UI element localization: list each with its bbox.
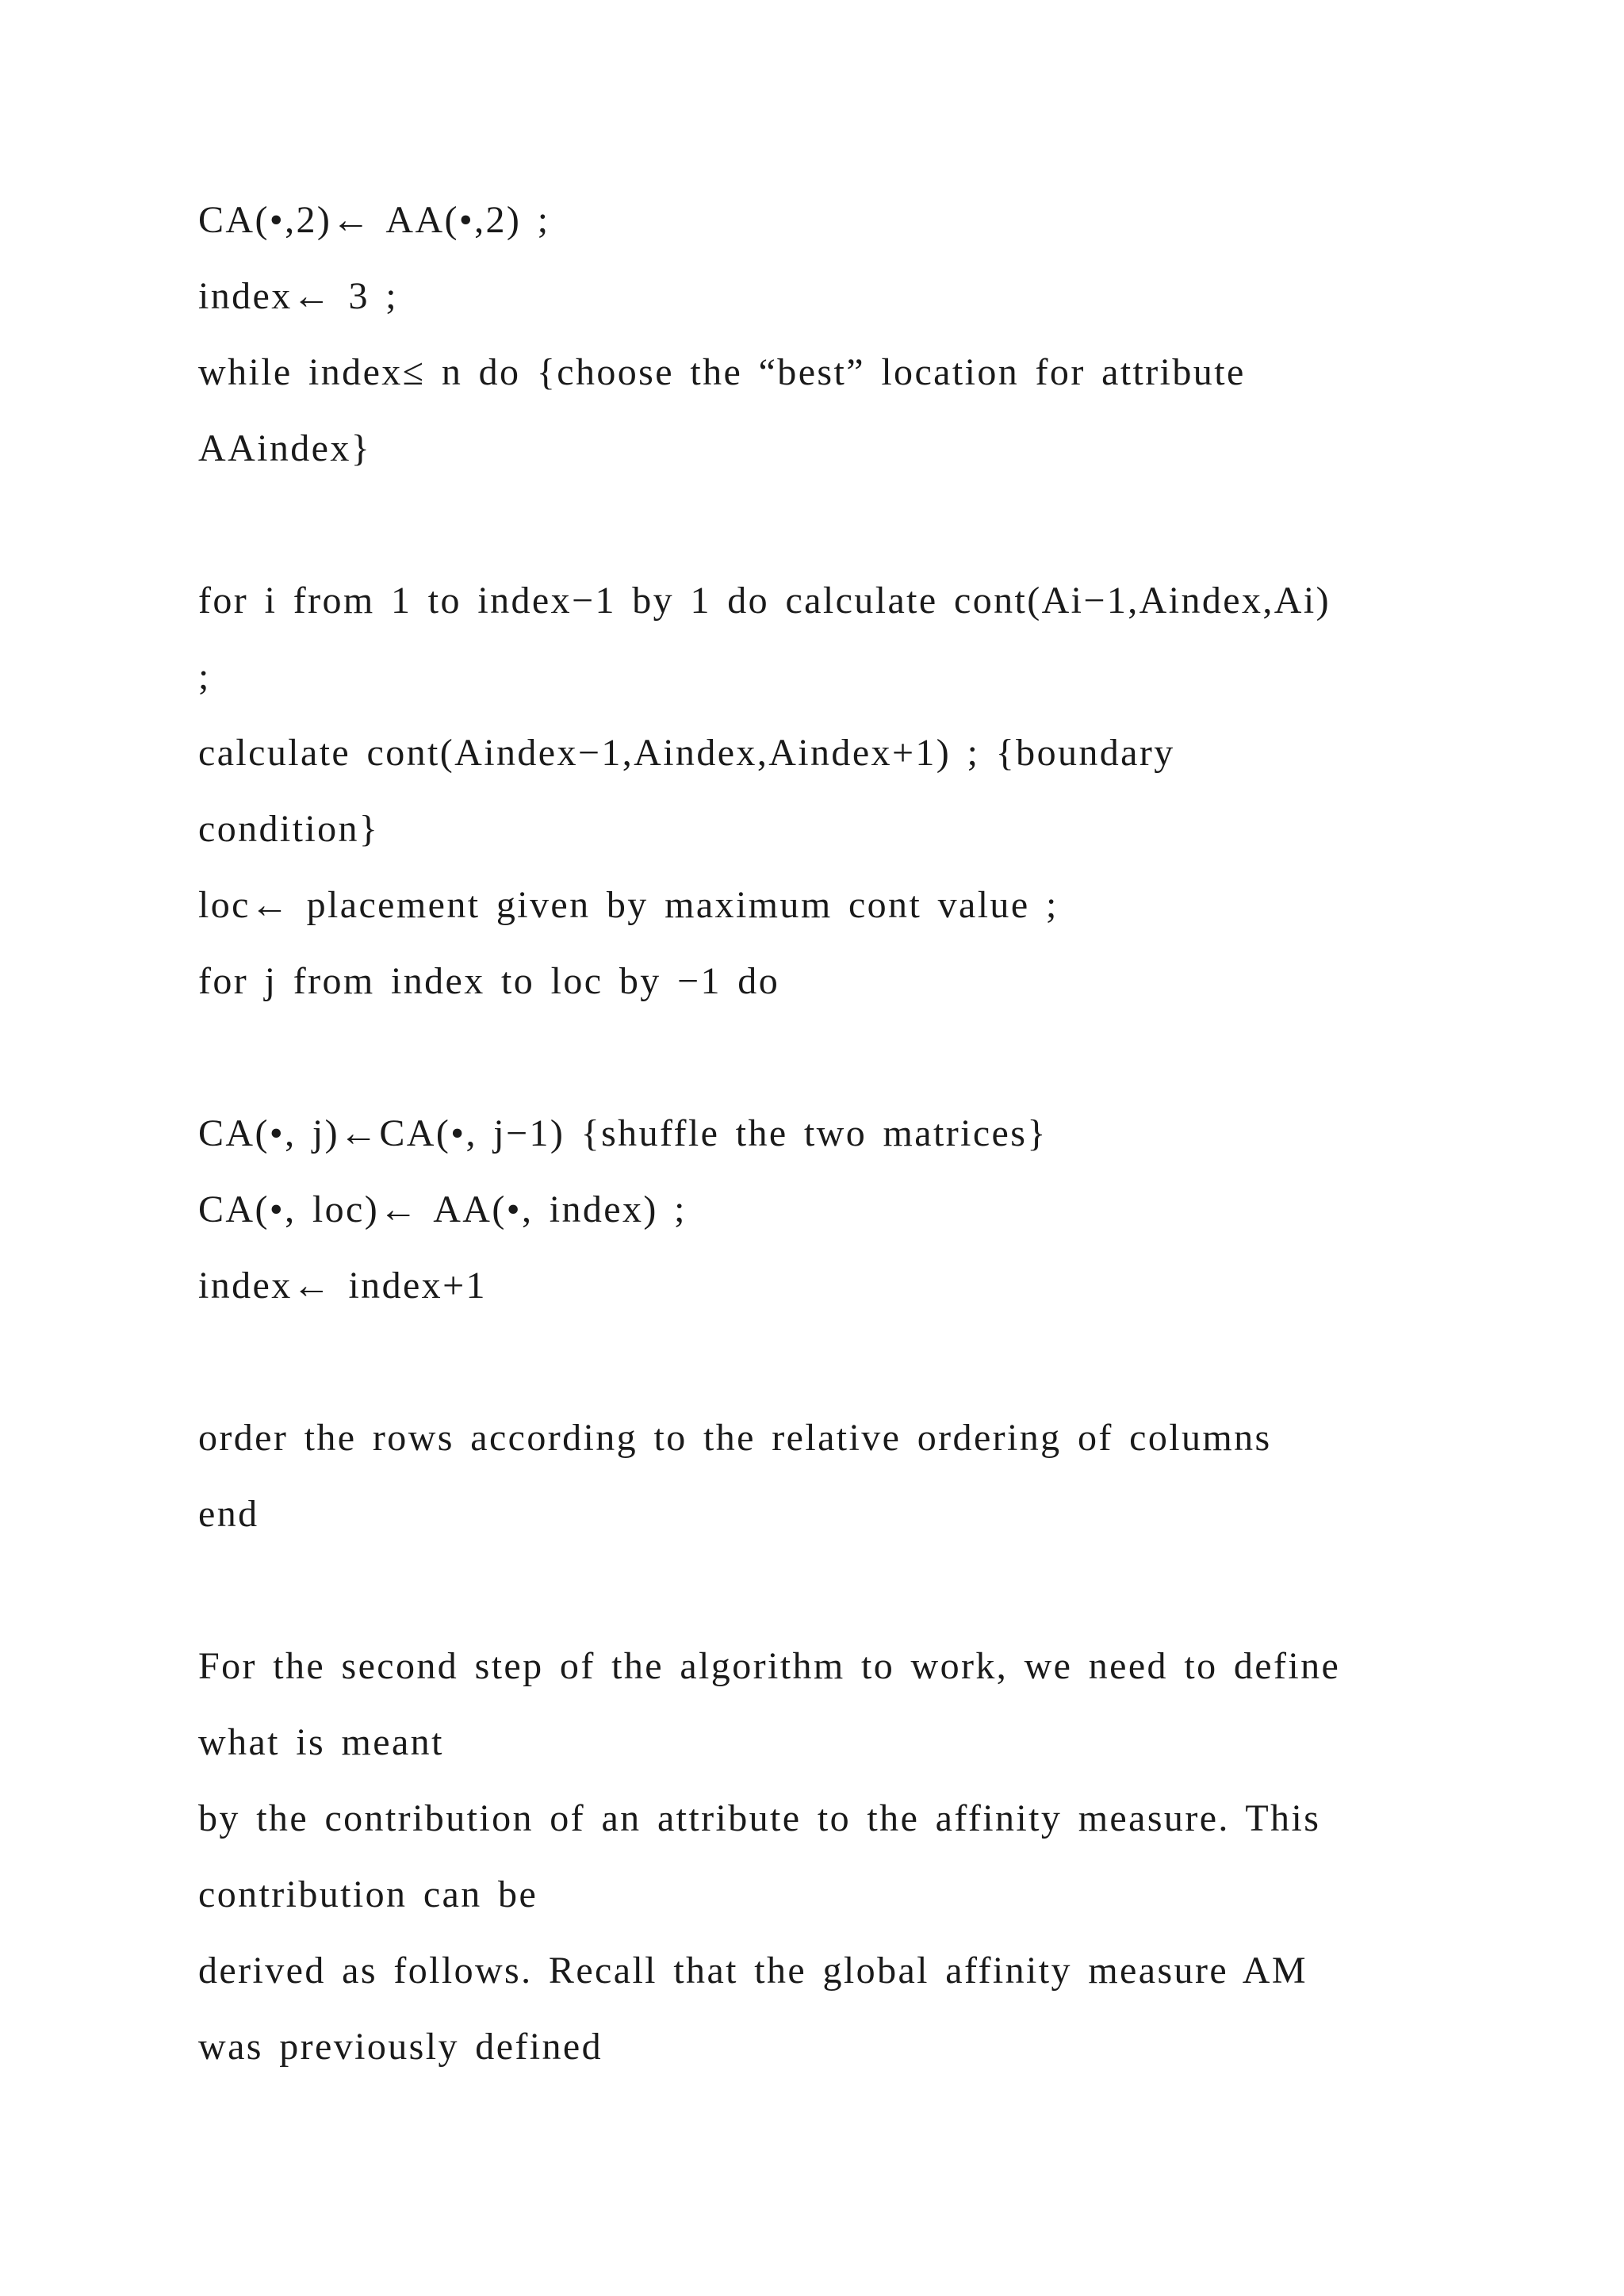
- text-line: contribution can be: [198, 1873, 538, 1915]
- text-line: For the second step of the algorithm to work, we need to define: [198, 1645, 1341, 1687]
- blank-line: [198, 1324, 1499, 1400]
- text-line: index← 3 ;: [198, 275, 398, 317]
- blank-line: [198, 1552, 1499, 1628]
- text-line: derived as follows. Recall that the global affinity measure AM: [198, 1950, 1308, 1992]
- blank-line: [198, 1020, 1499, 1096]
- text-line: CA(•,2)← AA(•,2) ;: [198, 199, 550, 241]
- text-line: ;: [198, 656, 211, 698]
- text-line: end: [198, 1493, 259, 1535]
- text-line: index← index+1: [198, 1265, 487, 1307]
- text-line: what is meant: [198, 1721, 444, 1763]
- text-line: CA(•, j)←CA(•, j−1) {shuffle the two matrices}: [198, 1112, 1048, 1154]
- text-line: by the contribution of an attribute to the affinity measure. This: [198, 1797, 1321, 1839]
- text-line: while index≤ n do {choose the “best” location for attribute: [198, 351, 1246, 393]
- text-line: order the rows according to the relative ordering of columns: [198, 1417, 1272, 1459]
- blank-line: [198, 487, 1499, 563]
- document-body: [198, 182, 1499, 2085]
- text-line: for j from index to loc by −1 do: [198, 960, 780, 1002]
- text-line: was previously defined: [198, 2026, 603, 2068]
- text-line: calculate cont(Aindex−1,Aindex,Aindex+1) ; {boundary: [198, 732, 1175, 774]
- text-line: AAindex}: [198, 427, 372, 469]
- text-line: condition}: [198, 808, 380, 850]
- text-line: CA(•, loc)← AA(•, index) ;: [198, 1188, 687, 1230]
- text-line: loc← placement given by maximum cont value ;: [198, 884, 1059, 926]
- text-line: for i from 1 to index−1 by 1 do calculate cont(Ai−1,Aindex,Ai): [198, 580, 1331, 622]
